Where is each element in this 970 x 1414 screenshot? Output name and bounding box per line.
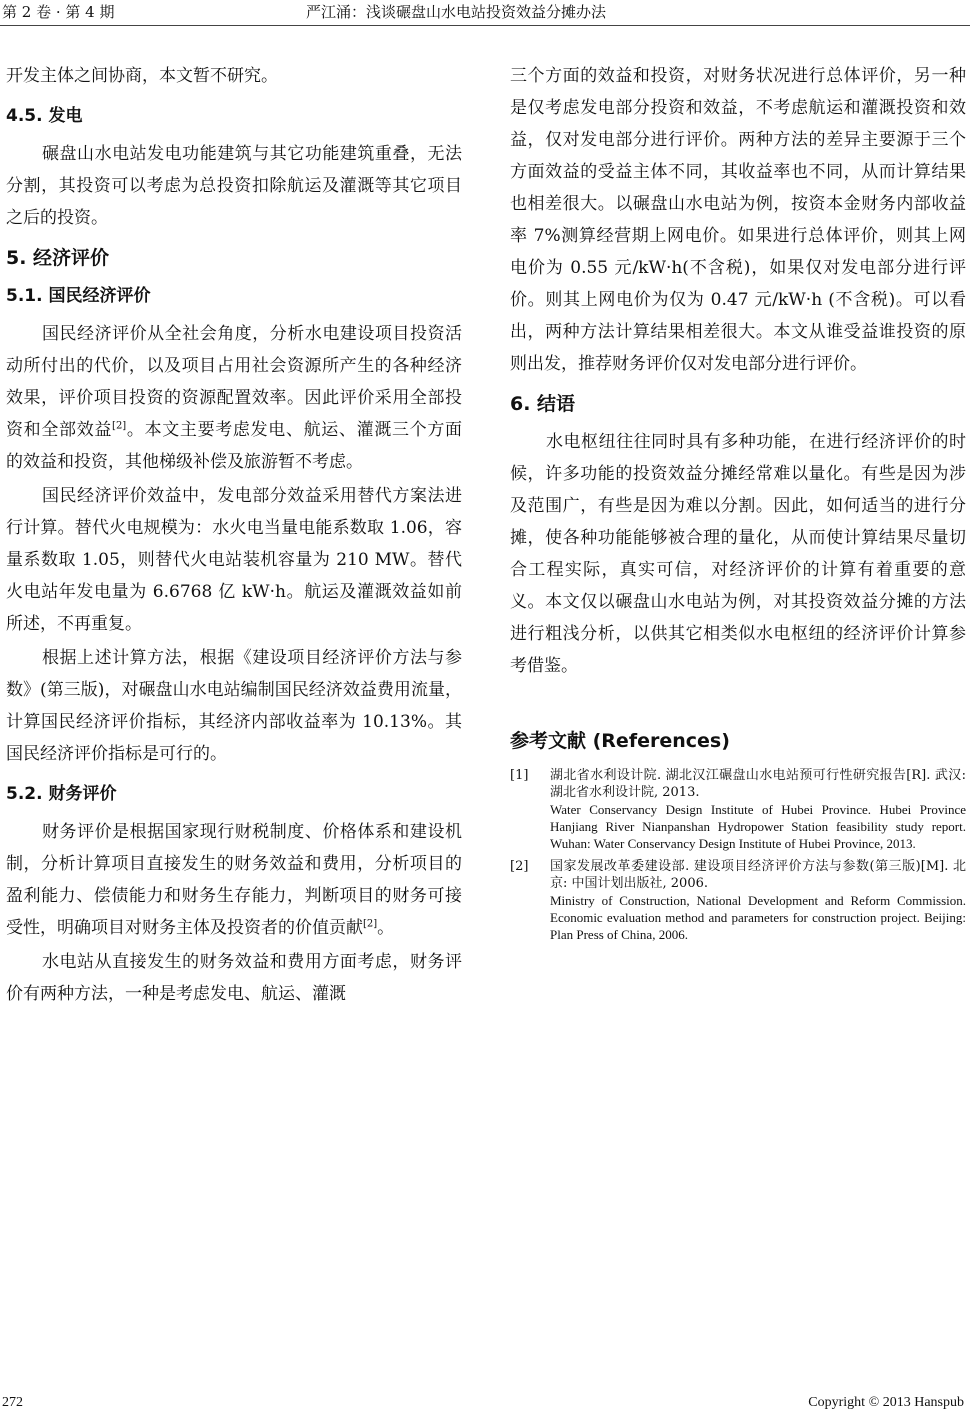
- paragraph: 国民经济评价效益中，发电部分效益采用替代方案法进行计算。替代火电规模为：水火电当量电能系数取 1.06，容量系数取 1.05，则替代火电站装机容量为 210 MW。替代火电站年发电量为 6.6768 亿 kW·h。航运及灌溉效益如前所述，不再重复。: [6, 486, 462, 634]
- journal-issue: 第 2 卷 · 第 4 期: [2, 3, 115, 21]
- reference-item: [510, 767, 966, 852]
- reference-en: Ministry of Construction, National Development and Reform Commission. Economic evaluation method and parameters for construction project. Beijing: Plan Press of China, 2006.: [550, 893, 966, 942]
- text-run: 财务评价是根据国家现行财税制度、价格体系和建设机制，分析计算项目直接发生的财务效益和费用，分析项目的盈利能力、偿债能力和财务生存能力，判断项目的财务可接受性，明确项目对财务主体及投资者的价值贡献: [6, 822, 462, 938]
- section-heading-4-5: 4.5. 发电: [6, 106, 83, 126]
- copyright: Copyright © 2013 Hanspub: [808, 1395, 964, 1410]
- reference-en: Water Conservancy Design Institute of Hubei Province. Hubei Province Hanjiang River Nianpanshan Hydropower Station feasibility study report. Wuhan: Water Conservancy Design Institute of Hubei Province, 2013.: [550, 802, 966, 851]
- section-heading-6: 6. 结语: [510, 393, 576, 415]
- section-heading-5: 5. 经济评价: [6, 247, 110, 269]
- reference-number: [1]: [510, 768, 529, 783]
- reference-zh: 国家发展改革委建设部. 建设项目经济评价方法与参数(第三版)[M]. 北京: 中国计划出版社, 2006.: [550, 859, 966, 891]
- paragraph: 水电枢纽往往同时具有多种功能，在进行经济评价的时候，许多功能的投资效益分摊经常难以量化。有些是因为涉及范围广，有些是因为难以分割。因此，如何适当的进行分摊，使各种功能能够被合理的量化，从而使计算结果尽量切合工程实际，真实可信，对经济评价的计算有着重要的意义。本文仅以碾盘山水电站为例，对其投资效益分摊的方法进行粗浅分析，以供其它相类似水电枢纽的经济评价计算参考借鉴。: [510, 432, 966, 676]
- reference-list: [510, 767, 966, 943]
- text-run: 国民经济评价从全社会角度，分析水电建设项目投资活动所付出的代价，以及项目占用社会资源所产生的各种经济效果，评价项目投资的资源配置效率。因此评价采用全部投资和全部效益: [6, 324, 462, 440]
- reference-body: [550, 767, 966, 852]
- citation-link[interactable]: [2]: [112, 420, 127, 432]
- page-number: 272: [2, 1395, 23, 1410]
- section-heading-5-2: 5.2. 财务评价: [6, 784, 117, 804]
- paragraph: 开发主体之间协商，本文暂不研究。: [6, 66, 278, 86]
- paragraph: 碾盘山水电站发电功能建筑与其它功能建筑重叠，无法分割，其投资可以考虑为总投资扣除航运及灌溉等其它项目之后的投资。: [6, 144, 462, 228]
- references-heading: 参考文献 (References): [510, 730, 730, 752]
- paragraph: 三个方面的效益和投资，对财务状况进行总体评价，另一种是仅考虑发电部分投资和效益，不考虑航运和灌溉投资和效益，仅对发电部分进行评价。两种方法的差异主要源于三个方面效益的受益主体不同，其收益率也不同，从而计算结果也相差很大。以碾盘山水电站为例，按资本金财务内部收益率 7%测算经营期上网电价。如果进行总体评价，则其上网电价为 0.55 元/kW·h(不含税)，如果仅对发电部分进行评价。则其上网电价为仅为 0.47 元/kW·h (不含税)。可以看出，两种方法计算结果相差很大。本文从谁受益谁投资的原则出发，推荐财务评价仅对发电部分进行评价。: [510, 66, 966, 374]
- reference-number: [2]: [510, 859, 529, 874]
- right-column: [510, 60, 966, 949]
- reference-item: [510, 858, 966, 943]
- text-run: 。: [377, 918, 395, 938]
- running-title: 严江涌：浅谈碾盘山水电站投资效益分摊办法: [306, 3, 607, 21]
- section-heading-5-1: 5.1. 国民经济评价: [6, 286, 151, 306]
- running-header: [0, 0, 970, 26]
- citation-link[interactable]: [2]: [363, 918, 378, 930]
- reference-body: [550, 858, 966, 943]
- left-column: [6, 60, 462, 1012]
- paragraph: 水电站从直接发生的财务效益和费用方面考虑，财务评价有两种方法，一种是考虑发电、航运、灌溉: [6, 952, 462, 1004]
- reference-zh: 湖北省水利设计院. 湖北汉江碾盘山水电站预可行性研究报告[R]. 武汉: 湖北省水利设计院, 2013.: [550, 768, 966, 800]
- paragraph: [6, 816, 462, 944]
- paragraph: [6, 318, 462, 478]
- paragraph: 根据上述计算方法，根据《建设项目经济评价方法与参数》(第三版)，对碾盘山水电站编制国民经济效益费用流量，计算国民经济评价指标，其经济内部收益率为 10.13%。其国民经济评价指标是可行的。: [6, 648, 462, 764]
- text-run: 。本文主要考虑发电、航运、灌溉三个方面的效益和投资，其他梯级补偿及旅游暂不考虑。: [6, 420, 463, 472]
